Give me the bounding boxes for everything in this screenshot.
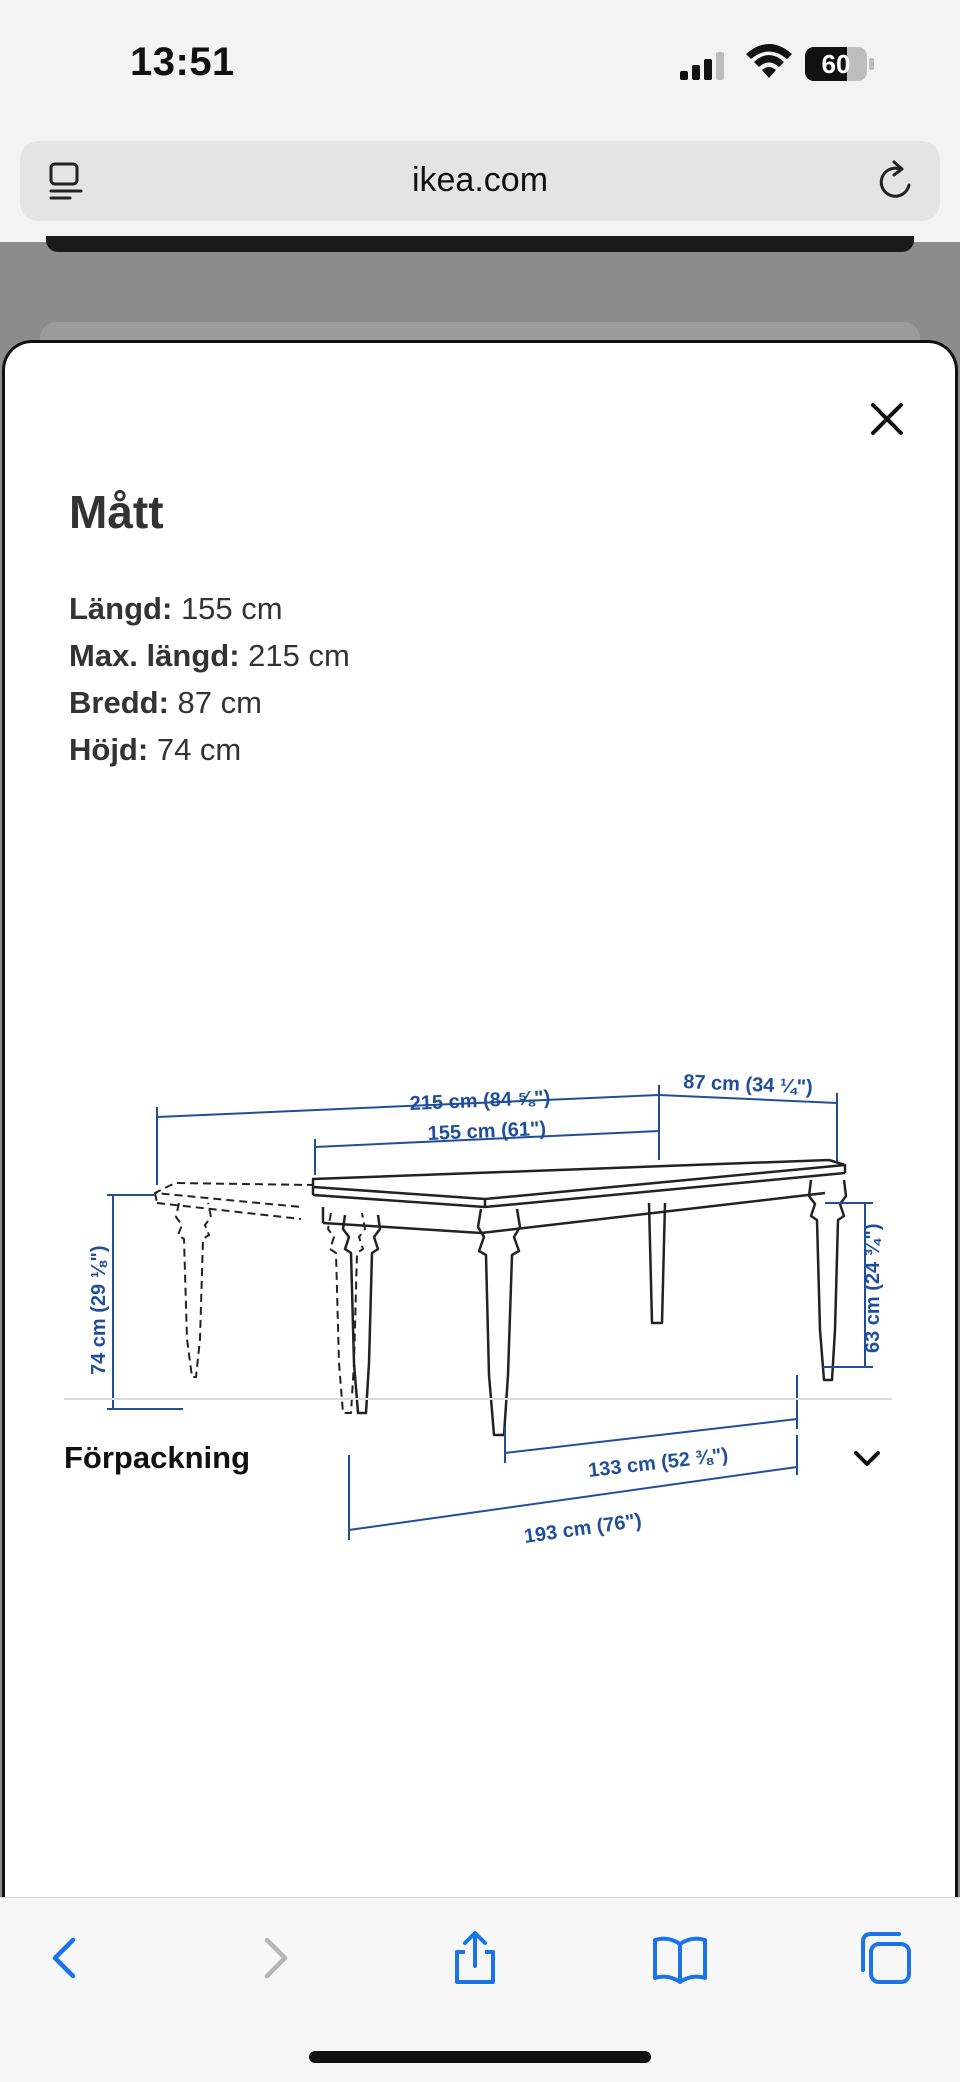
share-icon[interactable] xyxy=(445,1928,505,1988)
label-max-length: 215 cm (84 ⅝") xyxy=(409,1086,551,1115)
status-time: 13:51 xyxy=(130,40,235,84)
spec-label: Längd: xyxy=(69,591,173,626)
bookmarks-icon[interactable] xyxy=(650,1928,710,1988)
dimension-specs xyxy=(69,585,350,773)
url-text[interactable]: ikea.com xyxy=(411,161,549,199)
spec-max-length xyxy=(69,632,350,679)
reload-icon[interactable] xyxy=(876,159,916,203)
spec-label: Max. längd: xyxy=(69,638,240,673)
backdrop-page-element xyxy=(46,236,914,252)
section-divider xyxy=(64,1398,892,1400)
back-icon[interactable] xyxy=(35,1928,95,1988)
label-length: 155 cm (61") xyxy=(427,1117,547,1145)
spec-value: 87 cm xyxy=(177,685,262,720)
label-leg-span: 133 cm (52 ⅜") xyxy=(587,1444,730,1482)
spec-label: Höjd: xyxy=(69,732,149,767)
cellular-signal-icon xyxy=(680,52,726,80)
battery-indicator xyxy=(805,47,877,81)
forward-icon[interactable] xyxy=(245,1928,305,1988)
address-bar[interactable] xyxy=(20,141,940,221)
label-apron-height: 63 cm (24 ¾") xyxy=(862,1223,884,1353)
modal-title: Mått xyxy=(69,486,164,538)
spec-value: 155 cm xyxy=(180,591,283,626)
status-bar xyxy=(0,0,960,130)
spec-value: 74 cm xyxy=(156,732,242,767)
spec-label: Bredd: xyxy=(69,685,169,720)
packaging-label[interactable]: Förpackning xyxy=(64,1440,251,1475)
wifi-icon xyxy=(746,44,792,80)
spec-height xyxy=(69,726,350,773)
table-drawing xyxy=(155,1160,846,1435)
spec-length xyxy=(69,585,350,632)
label-width: 87 cm (34 ¼") xyxy=(682,1071,814,1099)
dimensions-modal xyxy=(2,340,958,1900)
packaging-accordion[interactable] xyxy=(64,1440,892,1500)
spec-width xyxy=(69,679,350,726)
label-height: 74 cm (29 ⅛") xyxy=(88,1245,110,1375)
label-leg-span-extended: 193 cm (76") xyxy=(522,1509,643,1548)
close-icon[interactable] xyxy=(861,393,913,445)
battery-level: 60 xyxy=(821,49,851,79)
tabs-icon[interactable] xyxy=(855,1928,915,1988)
chevron-down-icon[interactable] xyxy=(850,1444,884,1472)
spec-value: 215 cm xyxy=(248,638,350,673)
home-indicator xyxy=(309,2051,651,2063)
